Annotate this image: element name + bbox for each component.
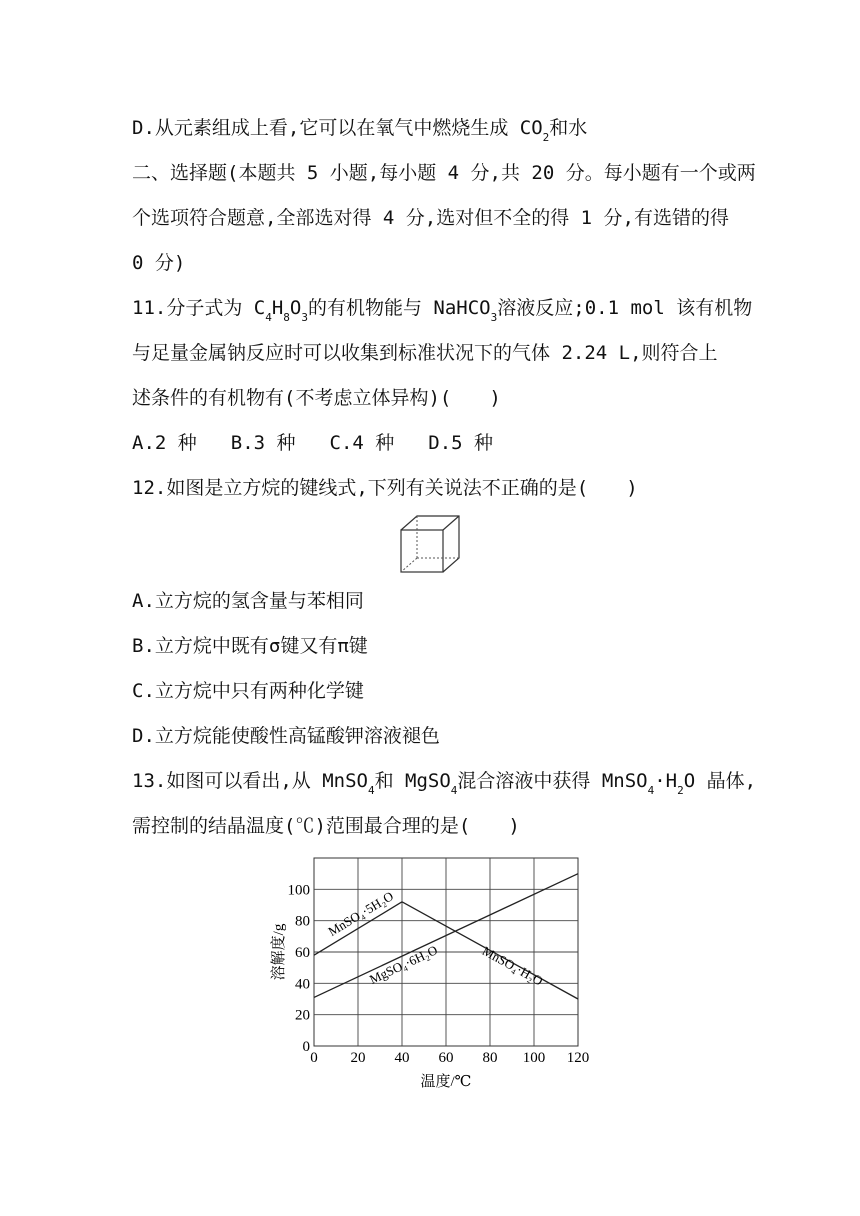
x-tick-label: 120 bbox=[566, 1050, 590, 1066]
section2-instruction-line2: 个选项符合题意,全部选对得 4 分,选对但不全的得 1 分,有选错的得 bbox=[132, 207, 729, 229]
chart-grid bbox=[314, 858, 578, 1046]
q11-option-d: D.5 种 bbox=[428, 432, 494, 454]
x-tick-label: 100 bbox=[522, 1050, 546, 1066]
y-tick-labels bbox=[288, 882, 311, 1055]
y-tick-label: 100 bbox=[287, 882, 310, 899]
q12-option-d: D.立方烷能使酸性高锰酸钾溶液褪色 bbox=[132, 725, 440, 747]
x-tick-label: 20 bbox=[350, 1050, 366, 1066]
y-tick-label: 0 bbox=[302, 1039, 310, 1055]
section2-instruction-line3: 0 分) bbox=[132, 252, 186, 274]
cubane-structure-figure bbox=[395, 512, 465, 574]
y-tick-label: 60 bbox=[295, 945, 310, 961]
q11-options bbox=[132, 431, 493, 455]
q12-option-c: C.立方烷中只有两种化学键 bbox=[132, 680, 364, 702]
y-axis-label: 溶解度/g bbox=[271, 923, 287, 981]
q11-stem-line1: 11.分子式为 $C_4H_8O_3$的有机物能与 NaHCO$_3$溶液反应;0.1 mol 该有机物 bbox=[132, 297, 753, 324]
x-axis-label: 温度/℃ bbox=[420, 1074, 472, 1090]
x-tick-label: 60 bbox=[438, 1050, 454, 1066]
solubility-chart bbox=[262, 852, 602, 1097]
x-tick-label: 0 bbox=[310, 1050, 318, 1066]
y-tick-label: 20 bbox=[295, 1007, 310, 1024]
q11-stem-line3: 述条件的有机物有(不考虑立体异构)( ) bbox=[132, 387, 501, 409]
section2-instruction-line1: 二、选择题(本题共 5 小题,每小题 4 分,共 20 分。每小题有一个或两 bbox=[132, 162, 756, 184]
y-tick-label: 80 bbox=[295, 913, 310, 930]
x-tick-label: 40 bbox=[394, 1050, 410, 1066]
series-label: MnSO₄·5H₂O bbox=[325, 888, 396, 940]
q11-option-a: A.2 种 bbox=[132, 432, 197, 454]
q12-option-a: A.立方烷的氢含量与苯相同 bbox=[132, 590, 364, 612]
series-label: MnSO₄·H₂O bbox=[479, 943, 546, 989]
q12-stem: 12.如图是立方烷的键线式,下列有关说法不正确的是( ) bbox=[132, 477, 638, 499]
y-tick-label: 40 bbox=[295, 976, 310, 993]
q11-stem-line2: 与足量金属钠反应时可以收集到标准状况下的气体 2.24 L,则符合上 bbox=[132, 342, 718, 364]
q10-option-d: D.从元素组成上看,它可以在氧气中燃烧生成 $CO_2$和水 bbox=[132, 117, 588, 144]
q13-stem-line1: 13.如图可以看出,从 MnSO$_4$和 MgSO$_4$混合溶液中获得 $MnSO_4\cdot H_2O$ 晶体, bbox=[132, 770, 757, 797]
q13-stem-line2: 需控制的结晶温度(℃)范围最合理的是( ) bbox=[132, 815, 520, 837]
q11-option-b: B.3 种 bbox=[230, 432, 296, 454]
series-label: MgSO₄·6H₂O bbox=[366, 942, 440, 987]
q12-option-b: B.立方烷中既有σ键又有π键 bbox=[132, 635, 368, 657]
x-tick-label: 80 bbox=[482, 1050, 498, 1066]
x-tick-labels bbox=[310, 1050, 589, 1066]
q11-option-c: C.4 种 bbox=[329, 432, 395, 454]
